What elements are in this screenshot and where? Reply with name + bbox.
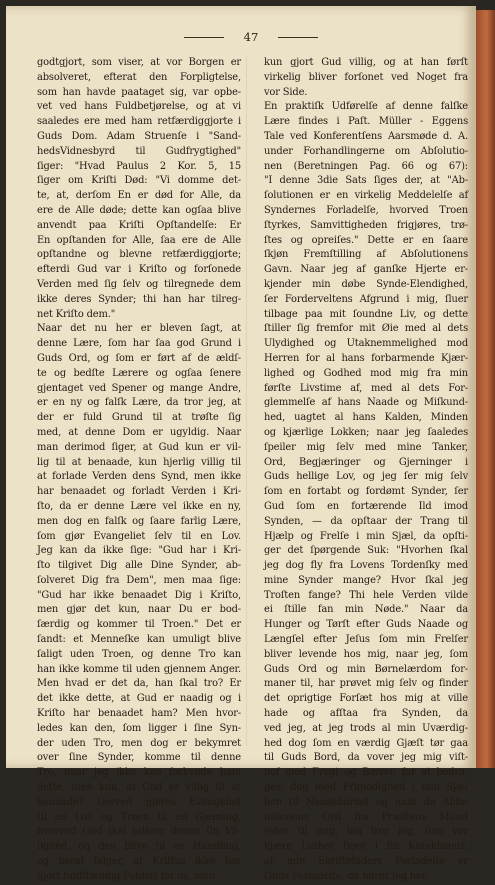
text-line: ſkjøn Fremſtilling af Abſolutionens [264,249,468,261]
text-line: der uden Tro, men dog er bekymret [37,737,241,749]
text-line: lutionens Ord fra Præſtens Mund [264,811,468,823]
text-line: ſpeiler mig ſelv med mine Tanker, [264,441,468,453]
text-line: dette, men kun, at Gud er villig til at [37,782,241,794]
text-line: Længſel efter Jeſus ſom min Frelſer [264,634,468,646]
book-edge [476,10,495,768]
text-line: at forlade Verden dens Synd, men ikke [37,471,241,483]
text-line: lighed og Godhed mod mig fra min [264,367,468,379]
text-line: hade og afſtaa fra Synden, da [264,708,468,720]
text-line: Ord, Begjæringer og Gjerninger i [264,456,468,468]
text-line: kjære Luther ſiger i ſin Katekismus, [264,841,468,853]
text-line: glemmelſe af hans Naade og Miſkund- [264,397,468,409]
text-line: gjentaget ved Spener og mange Andre, [37,382,241,394]
text-line: ſtiller ſig fremfor mit Øie med al dets [264,323,468,335]
text-line: som han havde paataget sig, var opbe- [37,86,241,98]
text-line: ſer Forderveltens Afgrund i mig, ſluer [264,293,468,305]
text-line: har benaadet og forladt Verden i Kri- [37,486,241,498]
text-line: til en Lov og Troen til en Gjerning, [37,811,241,823]
text-line: ger det ſpørgende Suk: "Hvorhen ſkal [264,545,468,557]
text-line: saaledes ere med ham retfærdiggjorte i [37,116,241,128]
text-line: vor Side. [264,86,308,98]
text-line: godtgjort, som viser, at vor Borgen er [37,57,241,68]
text-line: efterdi Gud var i Kriſto og forſonede [37,264,241,276]
text-line: førſte Livstime af, med al dets For- [264,382,468,394]
text-line: "I denne 3die Sats ſiges der, at "Ab- [264,175,468,187]
text-line: Men hvad er det da, han ſkal tro? Er [37,678,241,690]
text-line: opſtandne og blevne retfærdiggjorte; [37,249,241,261]
text-line: Guds Dom. Adam Struenſe i "Sand- [37,130,241,142]
text-line: Guds Forladelſe, da hører jeg her [264,870,427,882]
text-line: er en ny og falſk Lære, da tror jeg, at [37,397,241,409]
text-line: nen (Beretningen Pag. 66 og 67): [264,160,468,172]
text-line: ei ſtille fan min Nøde." Naar da [264,604,468,616]
page-number: 47 [243,30,259,44]
text-line: kjender min døbe Synde-Elendighed, [264,278,468,290]
book-page [6,6,476,882]
text-line: vet ved hans Fuldbetjørelse, og at vi [37,101,241,113]
text-line: net Kriſto dem." [37,308,116,320]
text-line: Herren for al hans forbarmende Kjær- [264,352,468,364]
text-line: tilbage paa mit ſoundne Liv, og dette [264,308,468,320]
text-line: ikke deres Synder; thi han har tilreg- [37,293,241,305]
text-line: maner til, har prøvet mig ſelv og finder [264,678,468,690]
text-line: hed dog ſom en værdig Gjæſt tør gaa [264,737,468,749]
text-line: Synden, — da opſtaar der Trang til [264,515,468,527]
text-line: at min Skriftefaders Forladelſe er [264,856,468,868]
text-line: det oprigtige Forſæt hos mig at ville [264,693,468,705]
column-gutter [246,56,247,746]
text-line: jeg dog fly fra Lovens Tordenſky med [264,560,468,572]
text-line: Gavn. Naar jeg af ganſke Hjerte er- [264,264,468,276]
text-line: ges, dog med Frimodighed i min Sjæl [264,782,468,794]
text-line: kun gjort Gud villig, og at han førſt [264,57,468,68]
text-line: ere de Alle døde; dette kan ogſaa blive [37,204,241,216]
text-line: Ulydighed og Utaknemmelighed mod [264,338,468,350]
header-dash-left [184,37,224,38]
text-line: ſom gjør Evangeliet ſelv til en Lov. [37,530,241,542]
text-line: til Guds Bord, da vover jeg mig viſt- [264,752,468,764]
text-line: En praktiſk Udførelſe af denne falſke [264,101,468,113]
text-line: Kriſto har benaadet ham? Men hvor- [37,708,241,720]
text-line: ſolutionen er en virkelig Meddelelſe af [264,190,468,202]
text-line: Naar det nu her er bleven ſagt, at [37,323,241,335]
text-line: Syndernes Forladelſe, hvorved Troen [264,204,468,216]
text-line: Guds Ord og min Børnelærdom for- [264,663,468,675]
text-line: denne Lære, ſom har ſaa god Grund i [37,338,241,350]
text-line: nof med Frygt og Bæven for at bedra- [264,767,468,779]
text-line: te, at, derſom En er død for Alle, da [37,190,241,202]
text-line: der er fuld Grund til at trøſte ſig [37,412,241,424]
text-line: absolveret, efterat den Forpligtelse, [37,71,241,83]
text-line: te og bedſte Lærere og ogſaa ſenere [37,367,241,379]
text-line: ſiger om Kriſti Død: "Vi domme det- [37,175,241,187]
text-line: og heraf følger, at Kriſtus ikke har [37,856,241,868]
text-line: Guds hellige Lov, og jeg ſer mig ſelv [264,471,468,483]
text-line: anvendt paa Kriſti Opſtandelſe: Er [37,219,241,231]
text-line: ſtes og opreiſes." Dette er en ſaare [264,234,468,246]
text-line: hen til Naadebordet og naar da Abſo- [264,796,468,808]
text-line: under Forhandlingerne om Abſolutio- [264,145,468,157]
text-line: Jeg kan da ikke ſige: "Gud har i Kri- [37,545,241,557]
text-line: men gjør det kun, naar Du er bod- [37,604,241,616]
text-line: Gud ſom en fortærende Ild imod [264,500,468,512]
text-line: gjort fuldſtændig Fyldeſt for os, men [37,870,216,882]
text-line: hed, uagtet al hans Kalden, Minden [264,412,468,424]
text-line: ſolveret Dig fra Dem", men maa ſige: [37,574,241,586]
text-line: Verden med ſig ſelv og tilregnede dem [37,278,241,290]
text-line: Tale ved Konferentſens Aarsmøde d. A. [264,130,468,142]
text-line: ſom en fortabt og fordømt Synder, ſer [264,486,468,498]
text-line: med, at denne Dom er ugyldig. Naar [37,426,241,438]
text-line: ledes kan den, ſom ligger i ſine Syn- [37,722,241,734]
text-line: benaade? Derved gjøres Evangeliet [37,796,241,808]
text-line: hedsVidnesbyrd til Gudfrygtighed" [37,145,241,157]
text-line: mine Synder mange? Hvor ſkal jeg [264,574,468,586]
page-header [34,29,474,45]
text-line: lyder til mig, ſaa tror jeg, ſom vor [264,826,468,838]
text-line: ſaligt uden Troen, og denne Tro kan [37,648,241,660]
right-text-column [264,56,468,885]
text-line: En opſtanden for Alle, ſaa ere de Alle [37,234,241,246]
text-line: hvorved Gud ſkal udføre denne ſin Vil- [37,826,241,838]
header-dash-right [278,37,318,38]
text-line: "Gud har ikke benaadet Dig i Kriſto, [37,589,241,601]
text-line: Hjælp og Frelſe i min Sjæl, da opſti- [264,530,468,542]
text-line: bliver levende hos mig, naar jeg, ſom [264,648,468,660]
text-line: det ikke dette, at Gud er naadig og i [37,693,241,705]
text-line: han ikke komme til uden gjennem Anger. [37,663,241,675]
text-line: ſiger: "Hvad Paulus 2 Kor. 5, 15 [37,160,241,172]
left-text-column [37,56,241,885]
text-line: Tro, naar jeg ikke kan forkynde ham [37,767,241,779]
text-line: ſærdig og kommer til Troen." Det er [37,619,241,631]
text-line: ved jeg, at jeg trods al min Uværdig- [264,722,468,734]
text-line: Hunger og Tørſt efter Guds Naade og [264,619,468,631]
text-line: Guds Ord, og ſom er ført af de ældſ- [37,352,241,364]
text-line: over ſine Synder, komme til denne [37,752,241,764]
text-line: ſtyrkes, Samvittigheden frigjøres, trø- [264,219,468,231]
text-line: men dog en falſk og ſaare farlig Lære, [37,515,241,527]
text-line: virkelig bliver forſonet ved Noget fra [264,71,468,83]
text-line: ſto, da er denne Lære vel ikke en ny, [37,500,241,512]
text-line: ſandt: et Menneſke kan umuligt blive [37,634,241,646]
text-line: og kjærlige Lokken; naar jeg ſaaledes [264,426,468,438]
text-line: ſto tilgivet Dig alle Dine Synder, ab- [37,560,241,572]
text-line: Troſten fange? Thi hele Verden vilde [264,589,468,601]
text-line: man derimod ſiger, at Gud kun er vil- [37,441,241,453]
text-line: lighed, og den blive til en Handling, [37,841,241,853]
text-line: lig til at benaade, kun hjerlig villig til [37,456,241,468]
text-line: Lære findes i Paſt. Müller - Eggens [264,116,468,128]
